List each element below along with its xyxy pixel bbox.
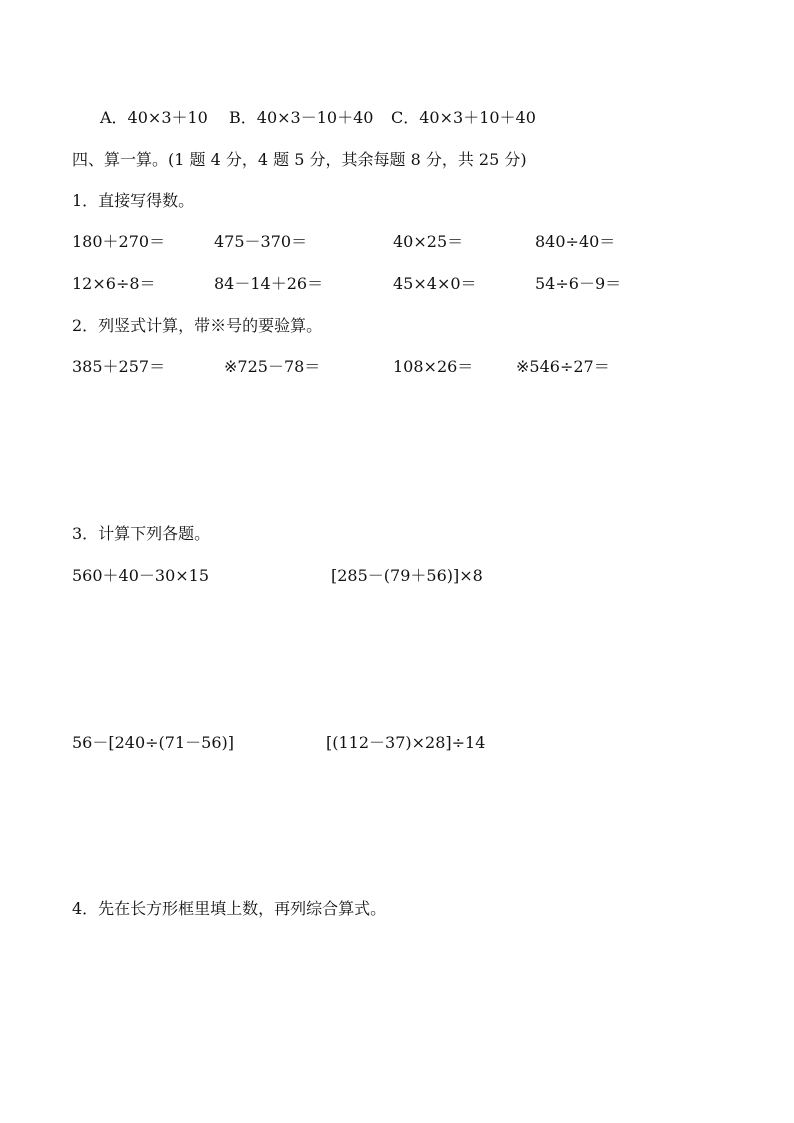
q2-problem: 385＋257＝	[72, 357, 166, 376]
q3-problem: [285－(79＋56)]×8	[331, 566, 483, 585]
q2-problem: ※725－78＝	[224, 357, 321, 376]
q1-problem: 40×25＝	[393, 232, 464, 251]
q3-problem: [(112－37)×28]÷14	[326, 733, 486, 752]
q4-title: 4．先在长方形框里填上数，再列综合算式。	[72, 899, 387, 918]
q2-title: 2．列竖式计算，带※号的要验算。	[72, 316, 323, 335]
q3-problem: 560＋40－30×15	[72, 566, 210, 585]
section-heading: 四、算一算。(1 题 4 分，4 题 5 分，其余每题 8 分，共 25 分)	[72, 150, 527, 169]
q1-problem: 840÷40＝	[535, 232, 616, 251]
q1-problem: 12×6÷8＝	[72, 274, 156, 293]
choice-b: B．40×3－10＋40	[229, 108, 374, 127]
q2-problem: 108×26＝	[393, 357, 474, 376]
q1-problem: 180＋270＝	[72, 232, 166, 251]
q3-title: 3．计算下列各题。	[72, 524, 211, 543]
q1-problem: 45×4×0＝	[393, 274, 477, 293]
q3-problem: 56－[240÷(71－56)]	[72, 733, 234, 752]
q1-problem: 84－14＋26＝	[214, 274, 324, 293]
q1-title: 1．直接写得数。	[72, 191, 195, 210]
choice-c: C．40×3＋10＋40	[391, 108, 536, 127]
q2-problem: ※546÷27＝	[516, 357, 610, 376]
choice-a: A．40×3＋10	[100, 108, 208, 127]
q1-problem: 475－370＝	[214, 232, 308, 251]
q1-problem: 54÷6－9＝	[535, 274, 622, 293]
